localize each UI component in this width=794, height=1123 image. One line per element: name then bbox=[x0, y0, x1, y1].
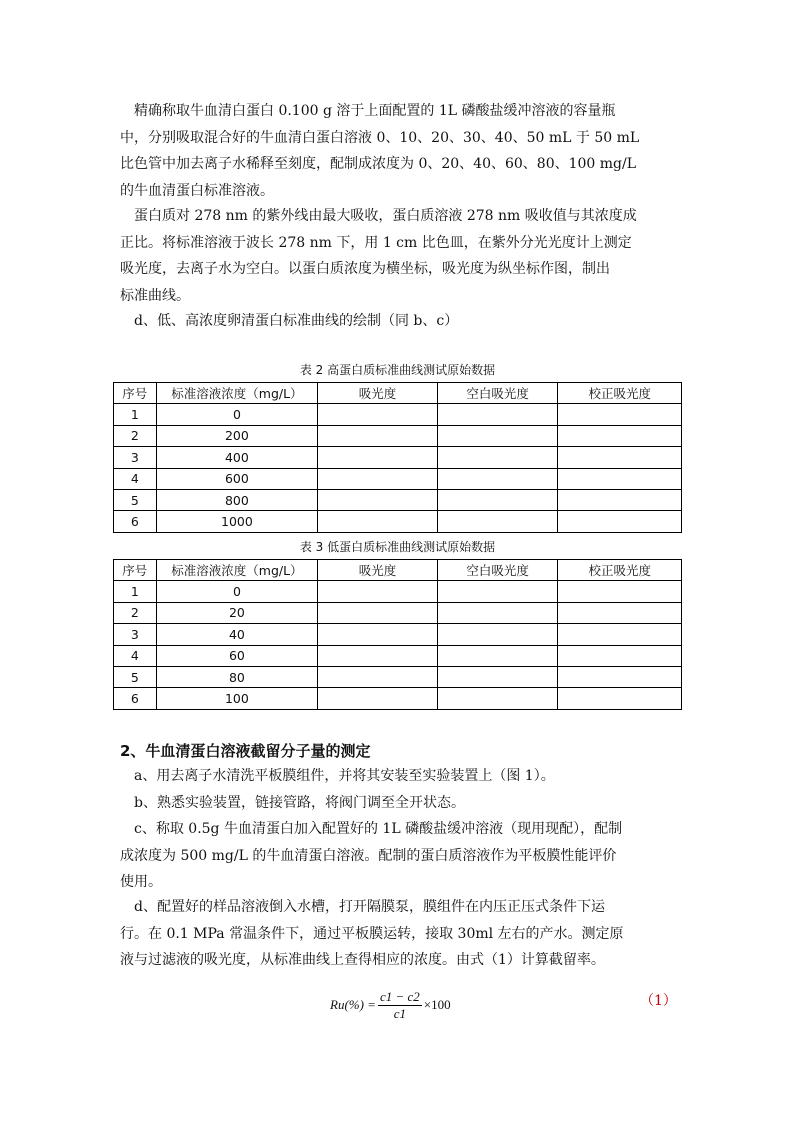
table-header-row bbox=[114, 560, 682, 581]
text-line: d、配置好的样品溶液倒入水槽，打开隔膜泵，膜组件在内压正压式条件下运 bbox=[120, 899, 605, 915]
cell bbox=[558, 688, 682, 709]
table-row bbox=[114, 489, 682, 510]
column-header: 标准溶液浓度（mg/L） bbox=[156, 560, 318, 581]
paragraph-step-d bbox=[120, 308, 686, 335]
formula-lhs: Ru(%) = bbox=[330, 997, 376, 1012]
paragraph-step-d2 bbox=[120, 894, 686, 974]
table-row bbox=[114, 447, 682, 468]
text-line: c、称取 0.5g 牛血清蛋白加入配置好的 1L 磷酸盐缓冲溶液（现用现配），配制 bbox=[120, 821, 623, 837]
cell bbox=[558, 425, 682, 446]
table2 bbox=[113, 382, 682, 533]
cell bbox=[437, 581, 558, 602]
text-line: a、用去离子水清洗平板膜组件，并将其安装至实验装置上（图 1）。 bbox=[120, 768, 555, 784]
table-row bbox=[114, 468, 682, 489]
cell: 6 bbox=[114, 511, 157, 532]
cell: 800 bbox=[156, 489, 318, 510]
cell bbox=[437, 425, 558, 446]
text-line: 吸光度，去离子水为空白。以蛋白质浓度为横坐标，吸光度为纵坐标作图，制出 bbox=[120, 261, 610, 277]
table-row bbox=[114, 602, 682, 623]
cell bbox=[318, 666, 438, 687]
table-row bbox=[114, 404, 682, 425]
cell bbox=[318, 581, 438, 602]
cell bbox=[558, 624, 682, 645]
cell: 1 bbox=[114, 404, 157, 425]
formula-denominator: c1 bbox=[393, 1005, 406, 1021]
table-row bbox=[114, 581, 682, 602]
cell: 5 bbox=[114, 666, 157, 687]
column-header: 吸光度 bbox=[318, 560, 438, 581]
cell bbox=[558, 581, 682, 602]
cell bbox=[558, 447, 682, 468]
cell bbox=[318, 602, 438, 623]
section-heading: 2、牛血清蛋白溶液截留分子量的测定 bbox=[120, 742, 371, 760]
text-line: 使用。 bbox=[120, 874, 162, 890]
paragraph-preparation bbox=[120, 98, 686, 204]
paragraph-absorbance bbox=[120, 203, 686, 309]
cell: 5 bbox=[114, 489, 157, 510]
equation-number: （1） bbox=[640, 993, 677, 1009]
table-row bbox=[114, 645, 682, 666]
cell: 6 bbox=[114, 688, 157, 709]
column-header: 序号 bbox=[114, 383, 157, 404]
cell bbox=[558, 511, 682, 532]
text-line: b、熟悉实验装置，链接管路，将阀门调至全开状态。 bbox=[120, 795, 465, 811]
cell bbox=[437, 447, 558, 468]
column-header: 空白吸光度 bbox=[437, 383, 558, 404]
cell: 600 bbox=[156, 468, 318, 489]
cell: 80 bbox=[156, 666, 318, 687]
column-header: 吸光度 bbox=[318, 383, 438, 404]
cell bbox=[558, 602, 682, 623]
cell bbox=[318, 489, 438, 510]
cell bbox=[558, 468, 682, 489]
formula-rhs: ×100 bbox=[423, 997, 451, 1012]
cell: 200 bbox=[156, 425, 318, 446]
cell: 20 bbox=[156, 602, 318, 623]
cell bbox=[558, 666, 682, 687]
cell bbox=[318, 468, 438, 489]
cell: 1 bbox=[114, 581, 157, 602]
text-line: 中，分别吸取混合好的牛血清白蛋白溶液 0、10、20、30、40、50 mL 于 50 mL bbox=[120, 129, 640, 146]
cell bbox=[437, 688, 558, 709]
cell bbox=[437, 489, 558, 510]
table2-caption: 表 2 高蛋白质标准曲线测试原始数据 bbox=[299, 363, 496, 377]
cell bbox=[437, 645, 558, 666]
text-line: 标准曲线。 bbox=[120, 287, 190, 304]
column-header: 空白吸光度 bbox=[437, 560, 558, 581]
cell: 3 bbox=[114, 447, 157, 468]
text-line: 的牛血清蛋白标准溶液。 bbox=[120, 182, 274, 199]
text-line: 比色管中加去离子水稀释至刻度，配制成浓度为 0、20、40、60、80、100 mg/L bbox=[120, 156, 637, 172]
cell: 2 bbox=[114, 425, 157, 446]
cell: 2 bbox=[114, 602, 157, 623]
table-row bbox=[114, 624, 682, 645]
cell: 0 bbox=[156, 404, 318, 425]
cell: 0 bbox=[156, 581, 318, 602]
cell: 400 bbox=[156, 447, 318, 468]
paragraph-step-b bbox=[120, 790, 686, 817]
table-row bbox=[114, 511, 682, 532]
column-header: 校正吸光度 bbox=[558, 383, 682, 404]
text-line: 蛋白质对 278 nm 的紫外线由最大吸收，蛋白质溶液 278 nm 吸收值与其浓度成 bbox=[120, 208, 637, 224]
cell: 40 bbox=[156, 624, 318, 645]
cell bbox=[437, 511, 558, 532]
cell bbox=[318, 404, 438, 425]
cell bbox=[318, 425, 438, 446]
formula-fraction bbox=[378, 989, 422, 1022]
cell bbox=[437, 624, 558, 645]
table3 bbox=[113, 559, 682, 710]
cell bbox=[437, 468, 558, 489]
paragraph-step-a bbox=[120, 763, 686, 790]
text-line: 行。在 0.1 MPa 常温条件下，通过平板膜运转，接取 30ml 左右的产水。测定原 bbox=[120, 925, 624, 942]
text-line: d、低、高浓度卵清蛋白标准曲线的绘制（同 b、c） bbox=[120, 313, 459, 329]
table-row bbox=[114, 688, 682, 709]
cell bbox=[318, 624, 438, 645]
table3-caption: 表 3 低蛋白质标准曲线测试原始数据 bbox=[299, 540, 496, 554]
cell bbox=[318, 688, 438, 709]
text-line: 成浓度为 500 mg/L 的牛血清蛋白溶液。配制的蛋白质溶液作为平板膜性能评价 bbox=[120, 847, 617, 864]
text-line: 精确称取牛血清白蛋白 0.100 g 溶于上面配置的 1L 磷酸盐缓冲溶液的容量瓶 bbox=[120, 103, 616, 119]
paragraph-step-c bbox=[120, 816, 686, 896]
cell bbox=[437, 602, 558, 623]
cell bbox=[318, 645, 438, 666]
cell bbox=[437, 404, 558, 425]
cell: 60 bbox=[156, 645, 318, 666]
column-header: 校正吸光度 bbox=[558, 560, 682, 581]
cell bbox=[558, 645, 682, 666]
text-line: 液与过滤液的吸光度，从标准曲线上查得相应的浓度。由式（1）计算截留率。 bbox=[120, 952, 605, 968]
table-row bbox=[114, 666, 682, 687]
column-header: 序号 bbox=[114, 560, 157, 581]
cell bbox=[437, 666, 558, 687]
cell: 4 bbox=[114, 645, 157, 666]
text-line: 正比。将标准溶液于波长 278 nm 下，用 1 cm 比色皿，在紫外分光光度计上测定 bbox=[120, 234, 632, 251]
retention-formula bbox=[330, 985, 451, 1025]
table-header-row bbox=[114, 383, 682, 404]
cell: 1000 bbox=[156, 511, 318, 532]
cell bbox=[318, 447, 438, 468]
cell: 100 bbox=[156, 688, 318, 709]
cell: 4 bbox=[114, 468, 157, 489]
cell: 3 bbox=[114, 624, 157, 645]
column-header: 标准溶液浓度（mg/L） bbox=[156, 383, 318, 404]
cell bbox=[318, 511, 438, 532]
cell bbox=[558, 489, 682, 510]
formula-numerator: c1 − c2 bbox=[379, 988, 420, 1004]
cell bbox=[558, 404, 682, 425]
table-row bbox=[114, 425, 682, 446]
